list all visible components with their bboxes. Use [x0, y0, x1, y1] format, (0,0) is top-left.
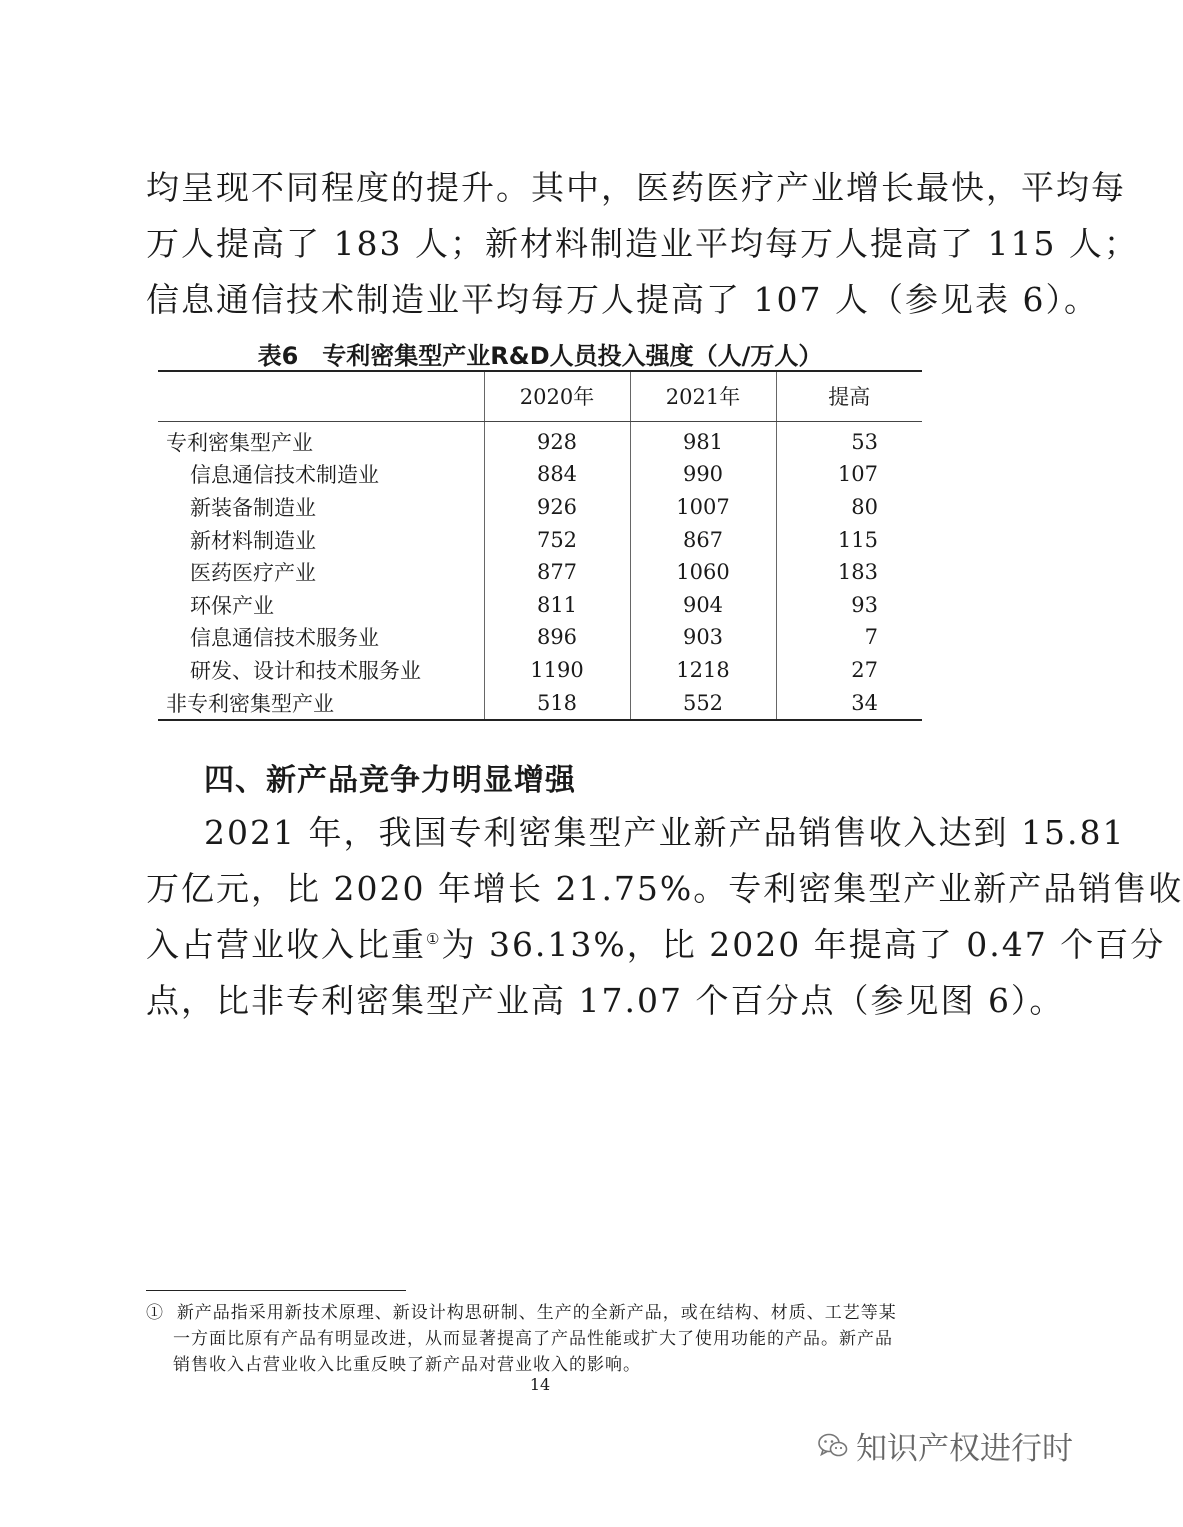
- table-row: [158, 491, 922, 524]
- value-2020: 518: [484, 686, 630, 720]
- table-row: [158, 523, 922, 556]
- value-increase: 80: [776, 491, 922, 524]
- watermark: [818, 1423, 1073, 1468]
- value-2021: 904: [630, 588, 776, 621]
- footnote-line: [146, 1300, 946, 1326]
- value-2021: 1007: [630, 491, 776, 524]
- header-cell: 2020年: [484, 371, 630, 421]
- value-2021: 903: [630, 621, 776, 654]
- row-label: 信息通信技术服务业: [190, 626, 379, 651]
- value-2021: 552: [630, 686, 776, 720]
- value-2020: 752: [484, 523, 630, 556]
- row-label: 新装备制造业: [190, 495, 316, 520]
- value-2021: 981: [630, 421, 776, 458]
- value-increase: 34: [776, 686, 922, 720]
- value-2020: 811: [484, 588, 630, 621]
- row-label: 新材料制造业: [190, 528, 316, 553]
- intro-line: 万人提高了 183 人；新材料制造业平均每万人提高了 115 人；: [146, 224, 1139, 263]
- footnote-marker: ①: [146, 1303, 164, 1323]
- header-cell: [158, 371, 484, 421]
- footnote-line: 销售收入占营业收入比重反映了新产品对营业收入的影响。: [173, 1355, 641, 1375]
- value-2020: 1190: [484, 654, 630, 687]
- body-line: 2021 年，我国专利密集型产业新产品销售收入达到 15.81: [204, 813, 1126, 852]
- row-label: 专利密集型产业: [166, 430, 313, 455]
- intro-paragraph: [146, 160, 1139, 328]
- rd-intensity-table: [158, 370, 922, 721]
- intro-line: 信息通信技术制造业平均每万人提高了 107 人（参见表 6）。: [146, 280, 1099, 319]
- value-increase: 115: [776, 523, 922, 556]
- table-row: [158, 458, 922, 491]
- value-2020: 884: [484, 458, 630, 491]
- value-2020: 896: [484, 621, 630, 654]
- value-increase: 27: [776, 654, 922, 687]
- body-line-end: 为 36.13%，比 2020 年提高了 0.47 个百分: [441, 925, 1166, 964]
- footnote: [146, 1300, 946, 1378]
- table-header-row: [158, 371, 922, 421]
- section-heading: 四、新产品竞争力明显增强: [204, 763, 576, 798]
- table-row: [158, 588, 922, 621]
- body-line-start: 入占营业收入比重: [146, 925, 426, 964]
- body-line: [146, 917, 1166, 973]
- watermark-text: 知识产权进行时: [856, 1431, 1073, 1467]
- row-label: 信息通信技术制造业: [190, 463, 379, 488]
- value-increase: 93: [776, 588, 922, 621]
- footnote-text: 新产品指采用新技术原理、新设计构思研制、生产的全新产品，或在结构、材质、工艺等某: [176, 1303, 897, 1323]
- body-line: 点，比非专利密集型产业高 17.07 个百分点（参见图 6）。: [146, 981, 1065, 1020]
- value-increase: 183: [776, 556, 922, 589]
- table-caption: 表6 专利密集型产业R&D人员投入强度（人/万人）: [257, 342, 823, 370]
- row-label: 非专利密集型产业: [158, 686, 484, 720]
- footnote-ref[interactable]: ①: [426, 930, 442, 948]
- value-2020: 877: [484, 556, 630, 589]
- table-row: [158, 556, 922, 589]
- table-row: [158, 654, 922, 687]
- footnote-divider: [146, 1290, 406, 1291]
- row-label: 医药医疗产业: [190, 561, 316, 586]
- header-cell: 提高: [776, 371, 922, 421]
- row-label: 研发、设计和技术服务业: [190, 658, 421, 683]
- value-increase: 7: [776, 621, 922, 654]
- table-row: [158, 421, 922, 458]
- value-2020: 928: [484, 421, 630, 458]
- body-line: 万亿元，比 2020 年增长 21.75%。专利密集型产业新产品销售收: [146, 869, 1183, 908]
- intro-line: 均呈现不同程度的提升。其中，医药医疗产业增长最快，平均每: [146, 168, 1126, 207]
- header-cell: 2021年: [630, 371, 776, 421]
- value-2020: 926: [484, 491, 630, 524]
- table-row: [158, 686, 922, 720]
- value-2021: 1060: [630, 556, 776, 589]
- value-2021: 990: [630, 458, 776, 491]
- row-label: 环保产业: [190, 593, 274, 618]
- wechat-icon: [818, 1433, 848, 1459]
- page-number: 14: [529, 1375, 551, 1394]
- value-increase: 107: [776, 458, 922, 491]
- table-row: [158, 621, 922, 654]
- value-2021: 867: [630, 523, 776, 556]
- value-increase: 53: [776, 421, 922, 458]
- body-paragraph: [146, 805, 1183, 1029]
- value-2021: 1218: [630, 654, 776, 687]
- footnote-line: 一方面比原有产品有明显改进，从而显著提高了产品性能或扩大了使用功能的产品。新产品: [173, 1329, 893, 1349]
